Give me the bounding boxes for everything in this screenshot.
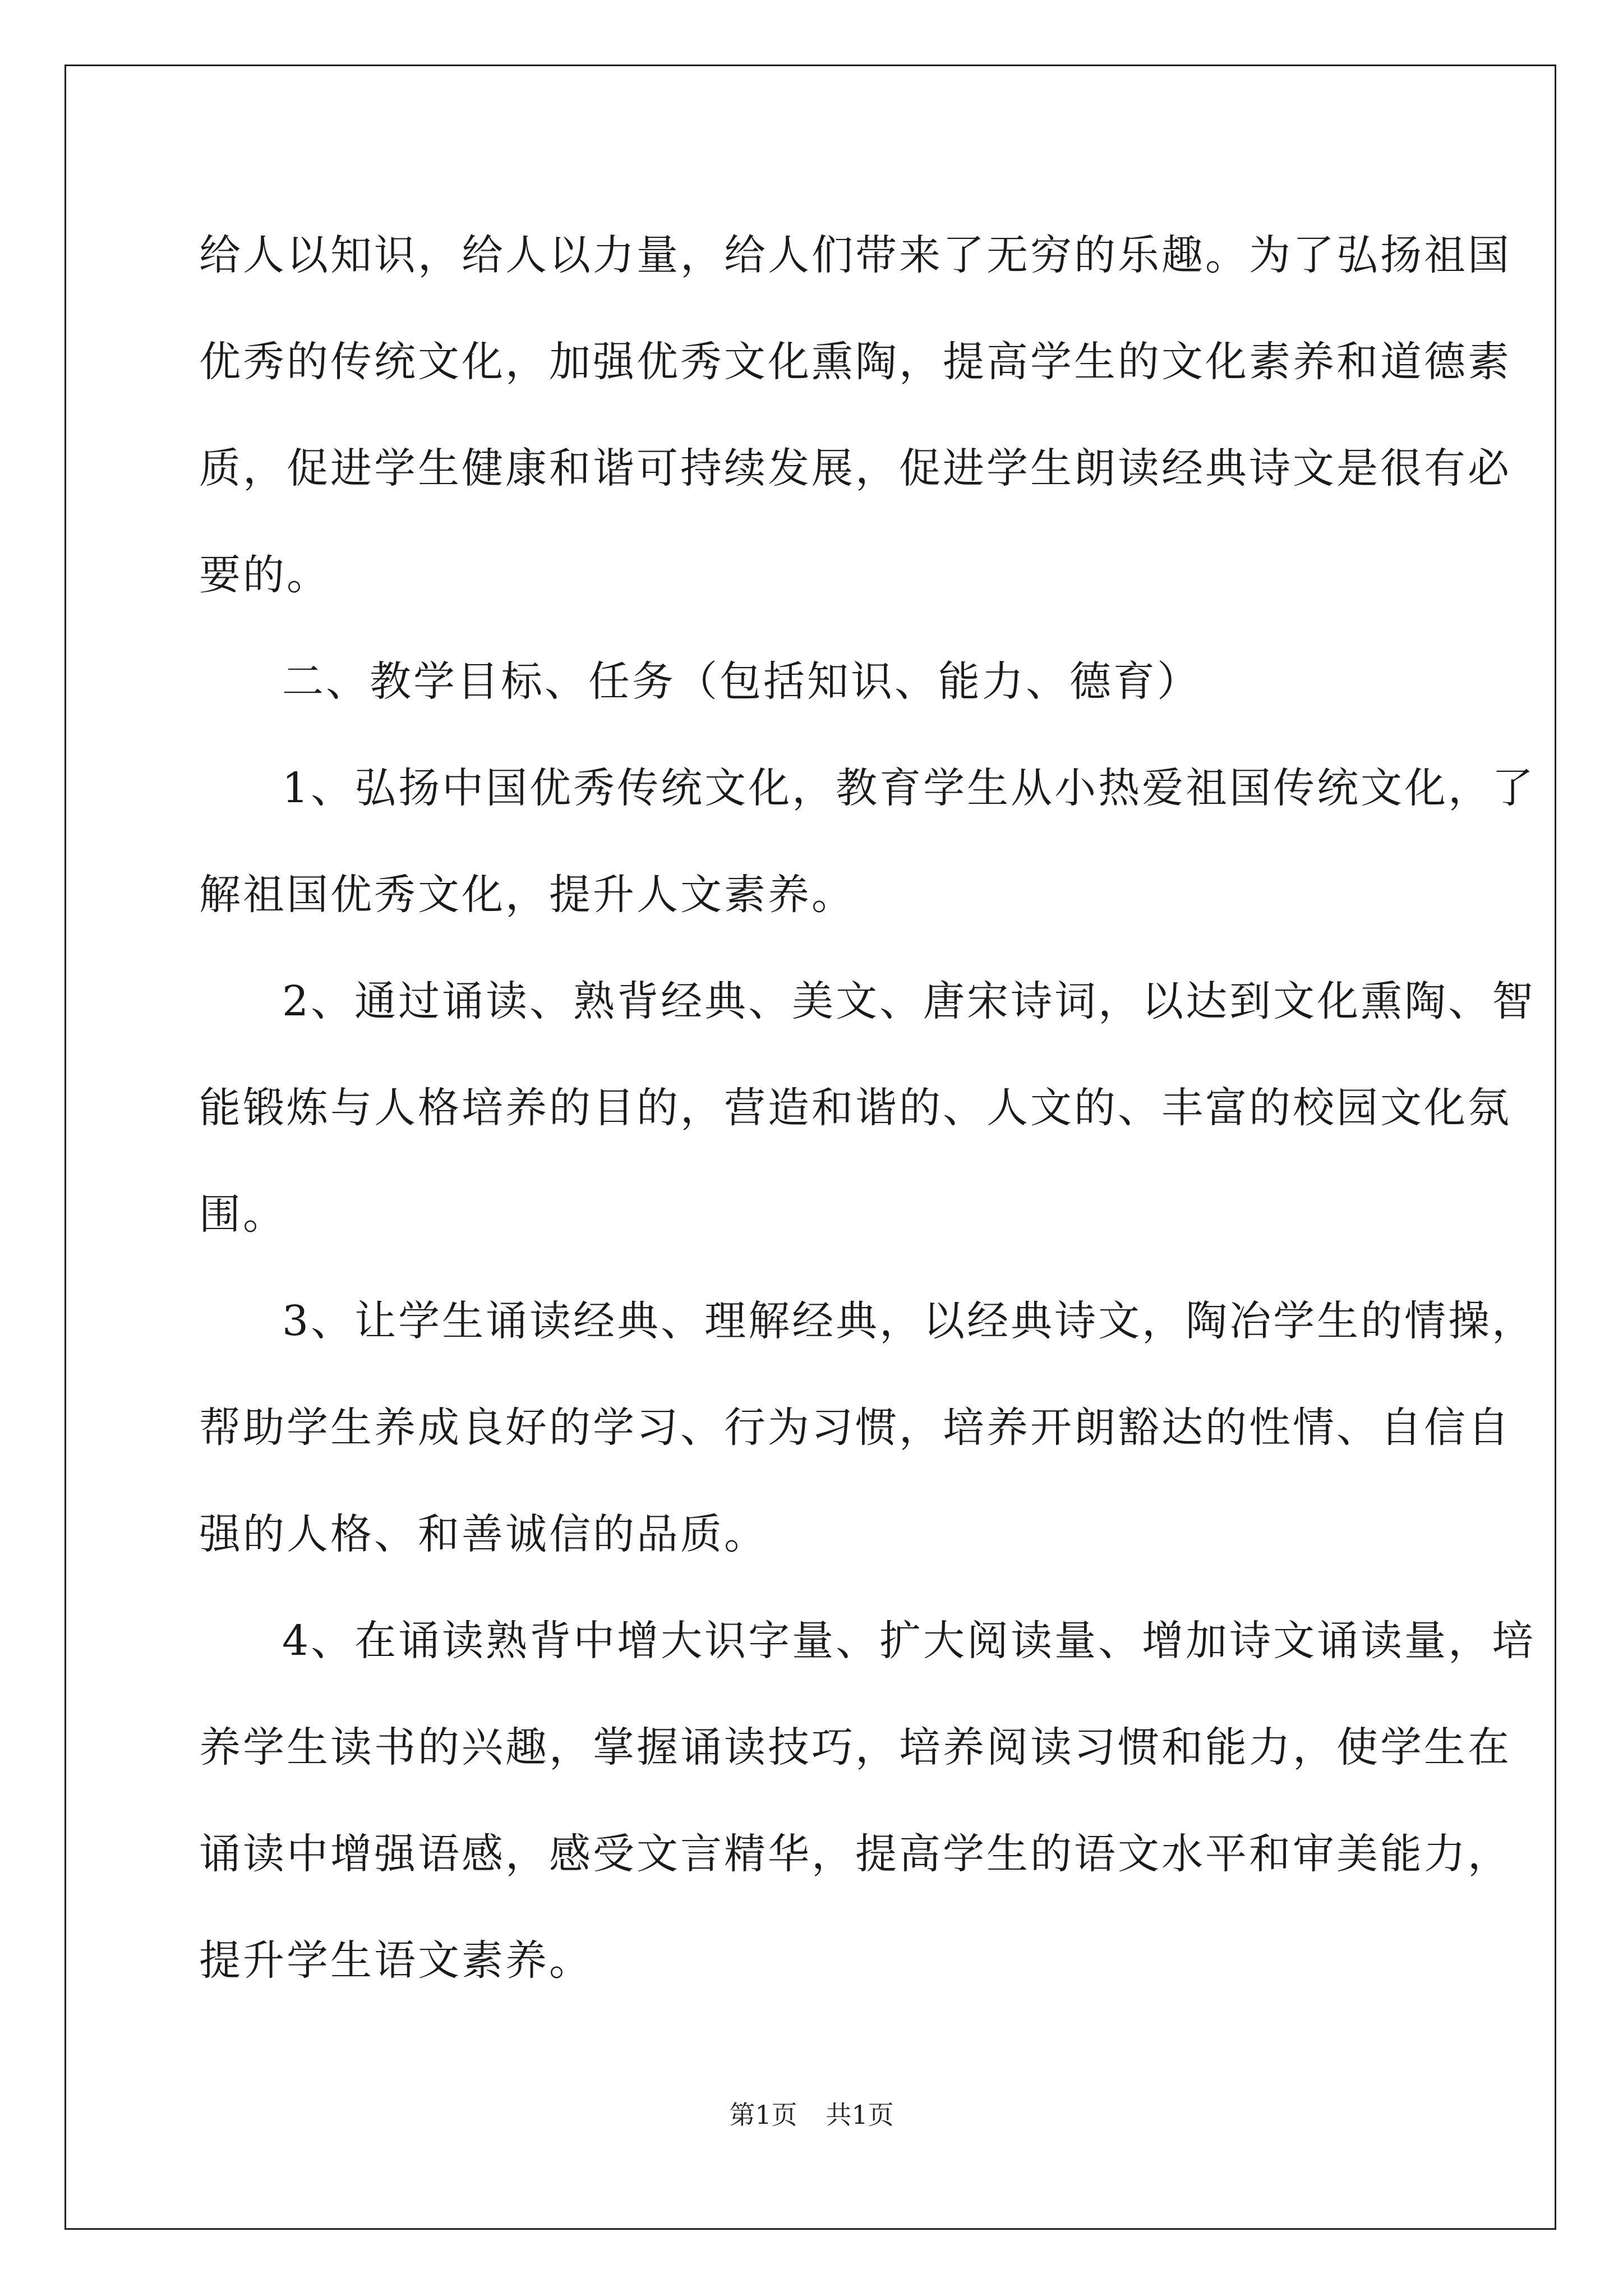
paragraph-line: 要的。 bbox=[199, 551, 330, 599]
document-body bbox=[199, 202, 1536, 2014]
page-footer bbox=[0, 2098, 1623, 2132]
page-number: 第1页 bbox=[729, 2100, 797, 2130]
paragraph-line: 1、弘扬中国优秀传统文化，教育学生从小热爱祖国传统文化，了 bbox=[282, 764, 1536, 812]
paragraph-line: 3、让学生诵读经典、理解经典，以经典诗文，陶冶学生的情操， bbox=[282, 1297, 1536, 1345]
paragraph-line: 强的人格、和善诚信的品质。 bbox=[199, 1510, 768, 1558]
page-total: 共1页 bbox=[826, 2100, 894, 2130]
paragraph-line: 提升学生语文素养。 bbox=[199, 1936, 593, 1985]
paragraph-line: 能锻炼与人格培养的目的，营造和谐的、人文的、丰富的校园文化氛 bbox=[199, 1084, 1511, 1132]
paragraph-line: 质，促进学生健康和谐可持续发展，促进学生朗读经典诗文是很有必 bbox=[199, 444, 1511, 493]
paragraph-line: 围。 bbox=[199, 1190, 287, 1239]
section-heading: 二、教学目标、任务（包括知识、能力、德育） bbox=[282, 657, 1201, 706]
paragraph-line: 养学生读书的兴趣，掌握诵读技巧，培养阅读习惯和能力，使学生在 bbox=[199, 1723, 1511, 1772]
paragraph-line: 4、在诵读熟背中增大识字量、扩大阅读量、增加诗文诵读量，培 bbox=[282, 1617, 1536, 1665]
paragraph-line: 帮助学生养成良好的学习、行为习惯，培养开朗豁达的性情、自信自 bbox=[199, 1404, 1511, 1452]
paragraph-line: 解祖国优秀文化，提升人文素养。 bbox=[199, 871, 855, 919]
paragraph-line: 2、通过诵读、熟背经典、美文、唐宋诗词，以达到文化熏陶、智 bbox=[282, 977, 1536, 1025]
paragraph-line: 诵读中增强语感，感受文言精华，提高学生的语文水平和审美能力， bbox=[199, 1830, 1511, 1878]
paragraph-line: 优秀的传统文化，加强优秀文化熏陶，提高学生的文化素养和道德素 bbox=[199, 338, 1511, 386]
paragraph-line: 给人以知识，给人以力量，给人们带来了无穷的乐趣。为了弘扬祖国 bbox=[199, 231, 1511, 279]
